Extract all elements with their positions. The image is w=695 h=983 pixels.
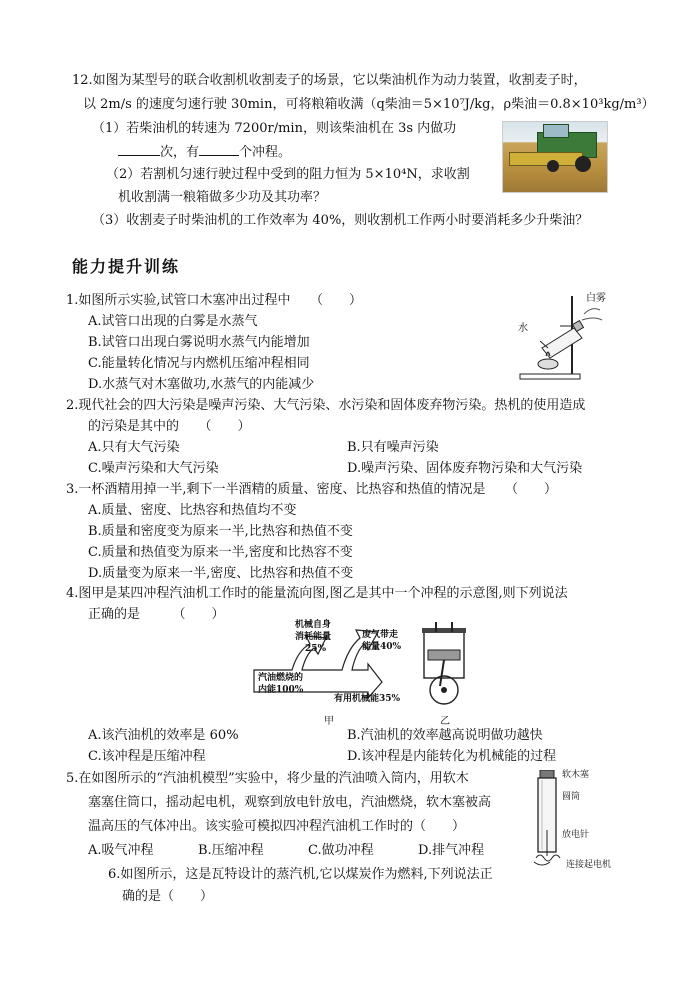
q4-option-d: D.该冲程是内能转化为机械能的过程 (347, 749, 557, 764)
q2-option-c: C.噪声污染和大气污染 (88, 461, 219, 476)
q5-option-c: C.做功冲程 (308, 843, 374, 858)
q2-option-d: D.噪声污染、固体废弃物污染和大气污染 (347, 461, 583, 476)
q5-option-d: D.排气冲程 (418, 843, 485, 858)
engine-cylinder-diagram (418, 620, 470, 712)
q5-option-b: B.压缩冲程 (198, 843, 264, 858)
q4-option-a: A.该汽油机的效率是 60% (88, 728, 239, 743)
fig-needle: 放电针 (562, 830, 590, 840)
q4-stem1: 4.图甲是某四冲程汽油机工作时的能量流向图,图乙是其中一个冲程的示意图,则下列说法 (66, 586, 568, 601)
answer-blank-2[interactable] (199, 143, 239, 156)
q6-line2: 确的是（ ） (122, 889, 214, 904)
answer-blank-1[interactable] (118, 143, 160, 156)
harvester-photo (502, 121, 608, 193)
q3-stem: 3.一杯酒精用掉一半,剩下一半酒精的质量、密度、比热容和热值的情况是 （ ） (66, 482, 558, 497)
q2-option-b: B.只有噪声污染 (347, 440, 439, 455)
fig-label-jia: 甲 (324, 716, 334, 727)
fig-label-water: 水 (518, 323, 528, 334)
q12-p3: （3）收割麦子时柴油机的工作效率为 40%，则收割机工作两小时要消耗多少升柴油？ (92, 213, 589, 228)
fig-fuel-2: 内能100% (258, 685, 304, 695)
q5-line3: 温高压的气体冲出。该实验可模拟四冲程汽油机工作时的（ ） (88, 819, 466, 834)
fig-useful: 有用机械能35% (334, 694, 401, 704)
q3-option-b: B.质量和密度变为原来一半,比热容和热值不变 (88, 524, 353, 539)
q1-option-a: A.试管口出现的白雾是水蒸气 (88, 314, 258, 329)
q1-option-d: D.水蒸气对木塞做功,水蒸气的内能减少 (88, 377, 315, 392)
q6-line1: 6.如图所示，这是瓦特设计的蒸汽机,它以煤炭作为燃料,下列说法正 (108, 867, 493, 882)
q4-stem2: 正确的是 （ ） (88, 607, 225, 622)
q1-stem: 1.如图所示实验,试管口木塞冲出过程中 （ ） (66, 293, 363, 308)
fig-label-yi: 乙 (440, 716, 450, 727)
q4-option-b: B.汽油机的效率越高说明做功越快 (347, 728, 543, 743)
q5-line1: 5.在如图所示的“汽油机模型”实验中，将少量的汽油喷入筒内，用软木 (66, 771, 469, 786)
q4-option-c: C.该冲程是压缩冲程 (88, 749, 206, 764)
q12-line1: 12.如图为某型号的联合收割机收割麦子的场景，它以柴油机作为动力装置，收割麦子时， (72, 73, 587, 88)
q3-option-d: D.质量变为原来一半,密度、比热容和热值不变 (88, 566, 354, 581)
q12-p1a: （1）若柴油机的转速为 7200r/min，则该柴油机在 3s 内做功 (92, 121, 457, 136)
fig-cork: 软木塞 (562, 770, 590, 780)
q3-option-a: A.质量、密度、比热容和热值均不变 (88, 503, 297, 518)
q5-line2: 塞塞住筒口，摇动起电机，观察到放电针放电，汽油燃烧，软木塞被高 (88, 795, 492, 810)
fig-tube: 圆筒 (562, 792, 581, 802)
q1-option-c: C.能量转化情况与内燃机压缩冲程相同 (88, 356, 310, 371)
q2-stem2: 的污染是其中的 （ ） (88, 419, 251, 434)
fig-mech-loss-3: 25% (305, 644, 327, 654)
q12-p1b: 次，有 个冲程。 (118, 143, 291, 162)
q3-option-c: C.质量和热值变为原来一半,密度和比热容不变 (88, 545, 353, 560)
q12-line2: 以 2m/s 的速度匀速行驶 30min，可将粮箱收满（q柴油＝5×10⁷J/kg，ρ柴油＝0.8×10³kg/m³） (83, 97, 655, 112)
q12-p2b: 机收割满一粮箱做多少功及其功率？ (118, 190, 327, 205)
fig-mech-loss-1: 机械自身 (295, 620, 332, 630)
q2-option-a: A.只有大气污染 (88, 440, 180, 455)
fig-fuel-1: 汽油燃烧的 (258, 673, 304, 683)
fig-exhaust-2: 能量40% (362, 642, 402, 652)
fig-mech-loss-2: 消耗能量 (295, 632, 332, 642)
section-title: 能力提升训练 (72, 257, 181, 276)
fig-generator: 连接起电机 (566, 860, 612, 870)
q1-option-b: B.试管口出现白雾说明水蒸气内能增加 (88, 335, 310, 350)
q5-option-a: A.吸气冲程 (88, 843, 154, 858)
q2-stem1: 2.现代社会的四大污染是噪声污染、大气污染、水污染和固体废弃物污染。热机的使用造成 (66, 398, 586, 413)
fig-label-fog: 白雾 (586, 293, 606, 304)
fig-exhaust-1: 废气带走 (362, 630, 399, 640)
q12-p2a: （2）若割机匀速行驶过程中受到的阻力恒为 5×10⁴N，求收割 (106, 167, 470, 182)
engine-model-tube (528, 770, 568, 868)
